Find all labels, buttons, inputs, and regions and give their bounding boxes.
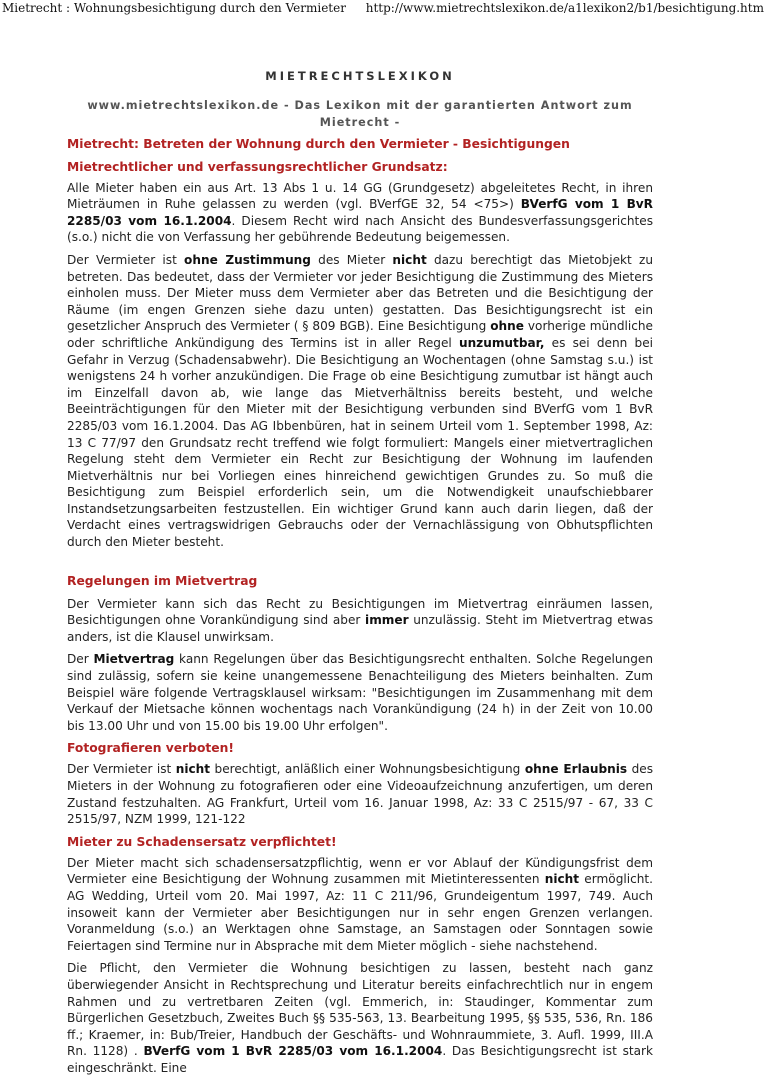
paragraph-mietvertrag-klausel: Der Mietvertrag kann Regelungen über das Besichtigungsrecht enthalten. Solche Regelungen sind zulässig, sofern sie keine unangemessene Benachteiligung des Mieters beinhalten. Zum Beispiel wäre folgende Vertragsklausel wirksam: "Besichtigungen im Zusammenhang mit dem Verkauf der Mietsache können wochentags nach Vorankündigung (24 h) in der Zeit von 10.00 bis 13.00 Uhr und von 15.00 bis 19.00 Uhr erfolgen".: [67, 652, 654, 733]
print-header: [0, 0, 768, 18]
grundsatz-heading: Mietrechtlicher und verfassungsrechtlicher Grundsatz:: [67, 159, 448, 174]
paragraph-zustimmung: Der Vermieter ist ohne Zustimmung des Mieter nicht dazu berechtigt das Mietobjekt zu betreten. Das bedeutet, dass der Vermieter vor jeder Besichtigung die Zustimmung des Mieters einholen muss. Der Mieter muss dem Vermieter aber das Betreten und die Besichtigung der Räume (im engen Grenzen siehe dazu unten) gestatten. Das Besichtigungsrecht ist ein gesetzlicher Anspruch des Vermieter ( § 809 BGB). Eine Besichtigung ohne vorherige mündliche oder schriftliche Ankündigung des Termins ist in aller Regel unzumutbar, es sei denn bei Gefahr in Verzug (Schadensabwehr). Die Besichtigung an Wochentagen (ohne Samstag s.u.) ist wenigstens 24 h vorher anzukündigen. Die Frage ob eine Besichtigung zumutbar ist hängt auch im Einzelfall davon ab, wie lange das Mietverhältniss bereits besteht, und welche Beeinträchtigungen für den Mieter mit der Besichtigung verbunden sind BVerfG vom 1 BvR 2285/03 vom 16.1.2004. Das AG Ibbenbüren, hat in seinem Urteil vom 1. September 1998, Az: 13 C 77/97 den Grundsatz recht treffend wie folgt formuliert: Mangels einer mietvertraglichen Regelung steht dem Vermieter ein Recht zur Besichtigung der Wohnung im laufenden Mietverhältnis nur bei Vorliegen eines hinreichend gewichtigen Grundes zu. So muß die Besichtigung zum Beispiel erforderlich sein, um die Notwendigkeit unaufschiebbarer Instandsetzungsarbeiten festzustellen. Ein wichtiger Grund kann auch darin liegen, daß der Verdacht eines vertragswidrigen Gebrauchs oder der Vernachlässigung von Obhutspflichten durch den Mieter besteht.: [67, 252, 654, 550]
site-title: MIETRECHTSLEXIKON: [265, 69, 455, 83]
mietvertrag-heading: Regelungen im Mietvertrag: [67, 573, 258, 588]
print-header-url: http://www.mietrechtslexikon.de/a1lexikon2/b1/besichtigung.htm: [365, 1, 764, 15]
schadensersatz-heading: Mieter zu Schadensersatz verpflichtet!: [67, 834, 337, 849]
paragraph-grundrecht: Alle Mieter haben ein aus Art. 13 Abs 1 u. 14 GG (Grundgesetz) abgeleitetes Recht, in ihren Mieträumen in Ruhe gelassen zu werden (vgl. BVerfGE 32, 54 <75>) BVerfG vom 1 BvR 2285/03 vom 16.1.2004. Diesem Recht wird nach Ansicht des Bundesverfassungsgerichtes (s.o.) nicht die von Verfassung her gebührende Bedeutung beigemessen.: [67, 180, 653, 245]
print-header-title: Mietrecht : Wohnungsbesichtigung durch den Vermieter: [2, 1, 346, 15]
foto-heading: Fotografieren verboten!: [67, 741, 234, 756]
article: [67, 68, 653, 1083]
paragraph-fotografieren: Der Vermieter ist nicht berechtigt, anläßlich einer Wohnungsbesichtigung ohne Erlaubnis des Mieters in der Wohnung zu fotografieren oder eine Videoaufzeichnung anzufertigen, um deren Zustand festzuhalten. AG Frankfurt, Urteil vom 16. Januar 1998, Az: 33 C 2515/97 - 67, 33 C 2515/97, NZM 1999, 121-122: [67, 762, 653, 827]
main-heading: Mietrecht: Betreten der Wohnung durch den Vermieter - Besichtigungen: [67, 136, 570, 151]
paragraph-schadensersatz: Der Mieter macht sich schadensersatzpflichtig, wenn er vor Ablauf der Kündigungsfrist dem Vermieter eine Besichtigung der Wohnung zusammen mit Mietinteressenten nicht ermöglicht. AG Wedding, Urteil vom 20. Mai 1997, Az: 11 C 211/96, Grundeigentum 1997, 749. Auch insoweit kann der Vermieter aber Besichtigungen nur in sehr engen Grenzen verlangen. Voranmeldung (s.o.) an Werktagen ohne Samstage, an Samstagen oder Sonntagen sowie Feiertagen sind Termine nur in Absprache mit dem Mieter möglich - siehe nachstehend.: [67, 855, 653, 953]
paragraph-mietvertrag-recht: Der Vermieter kann sich das Recht zu Besichtigungen im Mietvertrag einräumen lassen, Besichtigungen ohne Vorankündigung sind aber immer unzulässig. Steht im Mietvertrag etwas anders, ist die Klausel unwirksam.: [67, 596, 653, 644]
bverfg-citation: BVerfG vom 1 BvR 2285/03 vom 16.1.2004: [67, 197, 653, 228]
paragraph-besichtigungspflicht: Die Pflicht, den Vermieter die Wohnung besichtigen zu lassen, besteht nach ganz überwiegender Ansicht in Rechtsprechung und Literatur bereits einfachrechtlich nur in engem Rahmen und zu vertretbaren Zeiten (vgl. Emmerich, in: Staudinger, Kommentar zum Bürgerlichen Gesetzbuch, Zweites Buch §§ 535-563, 13. Bearbeitung 1995, §§ 535, 536, Rn. 186 ff.; Kraemer, in: Bub/Treier, Handbuch der Geschäfts- und Wohnraummiete, 3. Aufl. 1999, III.A Rn. 1128) . BVerfG vom 1 BvR 2285/03 vom 16.1.2004. Das Besichtigungsrecht ist stark eingeschränkt. Eine: [67, 961, 653, 1075]
site-subtitle: www.mietrechtslexikon.de - Das Lexikon mit der garantierten Antwort zum Mietrecht -: [87, 98, 633, 129]
